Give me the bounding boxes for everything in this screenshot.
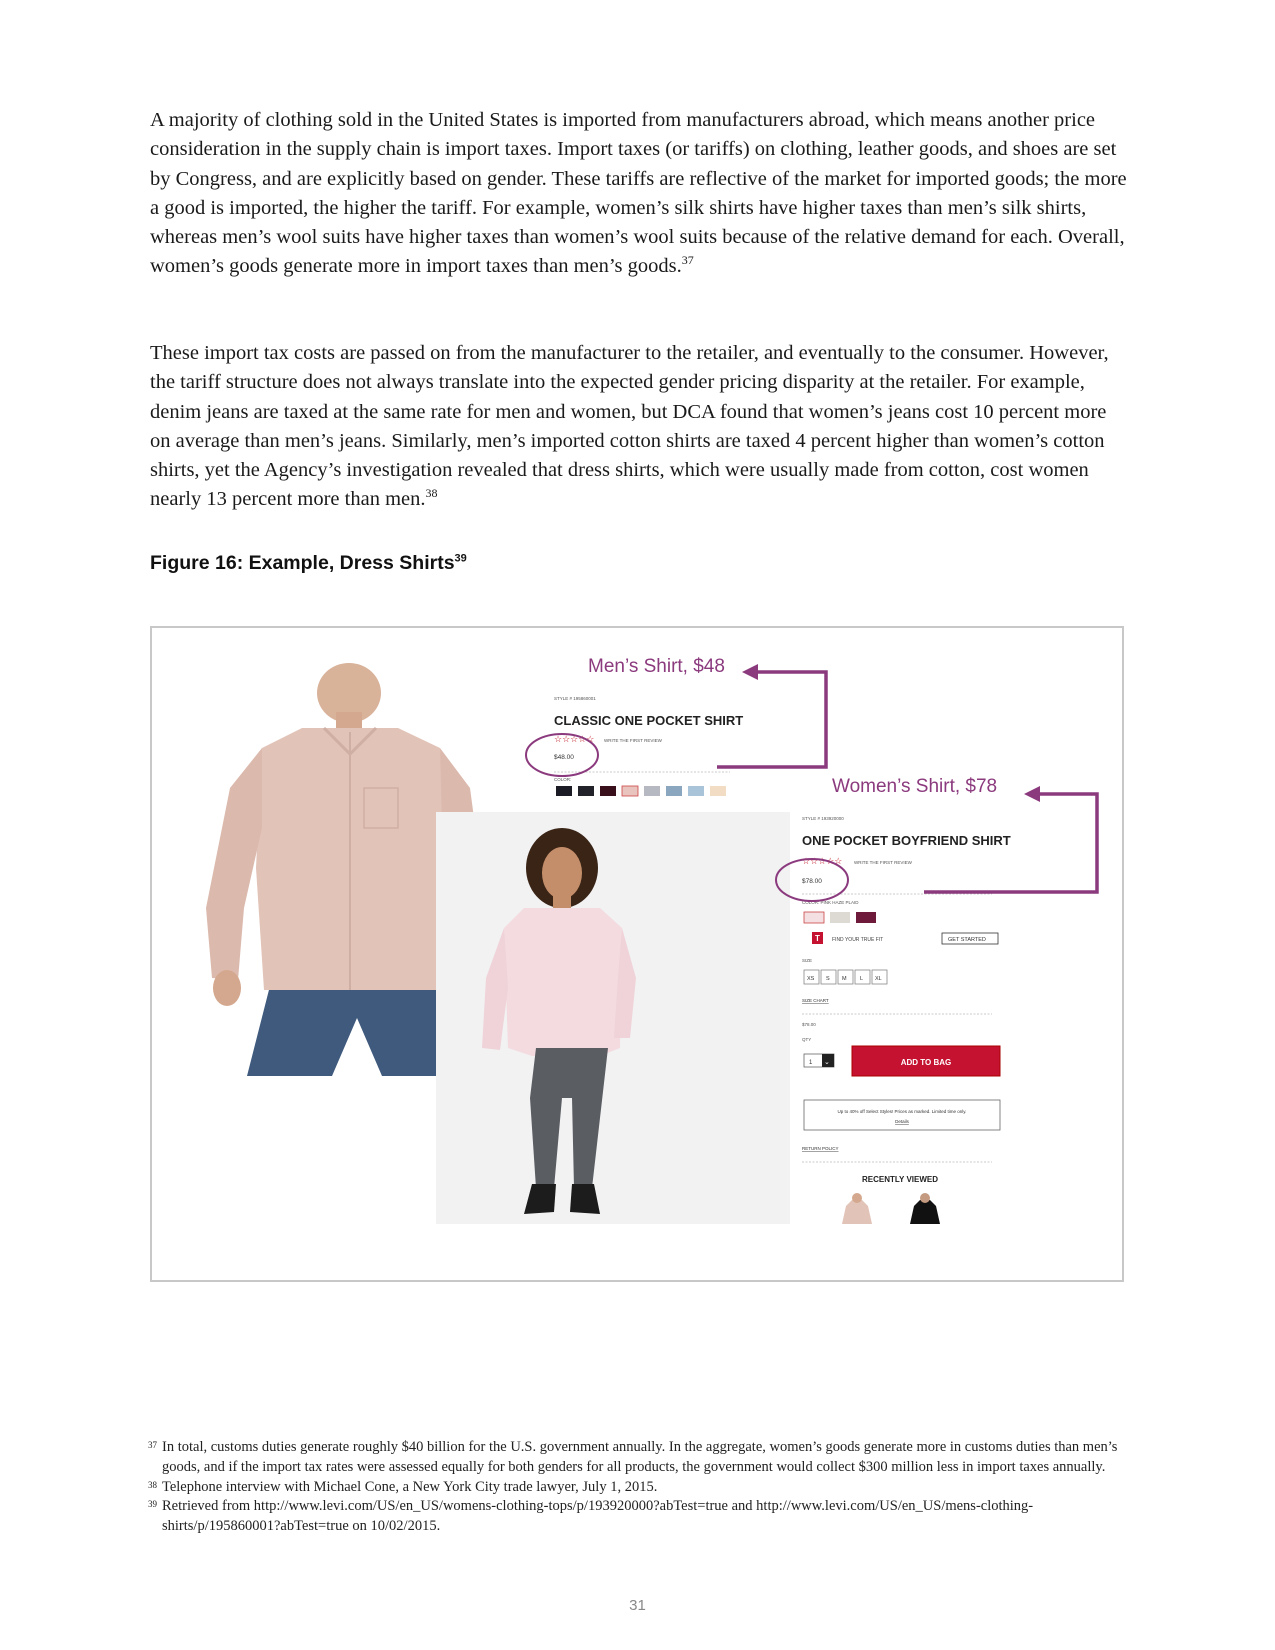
figure-dress-shirts [150,626,1124,1282]
promo-text: Up to 40% off Select Styles! Prices as marked. Limited time only. [837,1109,967,1114]
size-option[interactable]: M [842,976,847,982]
mens-callout-text: Men’s Shirt, $48 [588,656,725,677]
womens-product-panel [776,816,1011,1224]
footnote-38 [148,1478,1128,1498]
paragraph-import-taxes [150,106,1130,282]
footnote-text: Retrieved from http://www.levi.com/US/en_US/womens-clothing-tops/p/193920000?abTest=true and http://www.levi.com/US/en_US/mens-clothing-shirts/p/195860001?abTest=true on 10/02/2015. [162,1498,1034,1535]
promo-details-link[interactable]: Details [895,1119,909,1124]
size-label: SIZE [802,958,813,963]
recently-viewed-heading: RECENTLY VIEWED [861,1175,939,1184]
womens-model-photo [436,812,790,1224]
size-chart-link[interactable]: SIZE CHART [802,998,829,1003]
promo-box [804,1100,1000,1130]
footnote-ref: 39 [454,552,467,565]
size-option[interactable]: XL [875,976,882,982]
figure-title [150,552,467,575]
figure-illustration [152,628,1122,1280]
womens-price-small: $78.00 [802,1022,816,1027]
mens-product-name: CLASSIC ONE POCKET SHIRT [554,713,744,728]
size-selector[interactable] [804,970,887,984]
svg-text:T: T [815,934,820,943]
footnote-text: In total, customs duties generate roughly $40 billion for the U.S. government annually. In the aggregate, women’s goods generate more in customs duties than men’s goods, and if the import tax rates were assessed equally for both genders for all products, the government would collect $300 million less in import taxes annually. [162,1439,1118,1475]
get-started-label: GET STARTED [948,937,986,943]
arrow-head-icon [1024,786,1040,802]
qty-select[interactable] [804,1054,834,1067]
figure-title-text: Figure 16: Example, Dress Shirts [150,552,455,574]
footnotes [148,1438,1128,1537]
footnote-39 [148,1497,1128,1537]
paragraph-tariff-structure [150,339,1130,515]
womens-price: $78.00 [802,878,822,885]
mens-color-swatches[interactable] [556,786,726,796]
arrow-head-icon [742,664,758,680]
size-option[interactable]: S [826,976,830,982]
womens-color-label: COLOR: PINK HAZE PLAID [802,900,859,905]
size-option[interactable]: XS [807,976,815,982]
womens-product-name: ONE POCKET BOYFRIEND SHIRT [802,833,1011,848]
footnote-number: 38 [148,1479,157,1490]
womens-style-number: STYLE # 193920000 [802,816,844,821]
footnote-ref: 37 [681,253,694,268]
size-option[interactable]: L [860,976,864,982]
recently-viewed-thumbnails[interactable] [842,1193,940,1224]
mens-price: $48.00 [554,754,574,761]
footnote-number: 37 [148,1440,157,1450]
mens-style-number: STYLE # 195860001 [554,696,596,701]
mens-review-link[interactable]: WRITE THE FIRST REVIEW [604,738,662,743]
true-fit-text: FIND YOUR TRUE FIT [832,937,884,943]
footnote-number: 39 [148,1499,157,1510]
mens-color-label: COLOR: [554,777,572,782]
womens-review-link[interactable]: WRITE THE FIRST REVIEW [854,860,912,865]
chevron-down-icon: ⌄ [824,1059,830,1066]
paragraph-text: These import tax costs are passed on from the manufacturer to the retailer, and eventually to the consumer. However, the tariff structure does not always translate into the expected gender pricing disparity at the retailer. For example, denim jeans are taxed at the same rate for men and women, but DCA found that women’s jeans cost 10 percent more on average than men’s jeans. Similarly, men’s imported cotton shirts are taxed 4 percent higher than women’s cotton shirts, yet the Agency’s investigation revealed that dress shirts, which were usually made from cotton, cost women nearly 13 percent more than men. [150,342,1109,511]
womens-color-swatches[interactable] [804,912,876,923]
mens-callout [588,656,826,767]
paragraph-text: A majority of clothing sold in the United States is imported from manufacturers abroad, which means another price consideration in the supply chain is import taxes. Import taxes (or tariffs) on clothing, leather goods, and shoes are set by Congress, and are explicitly based on gender. These tariffs are reflective of the market for imported goods; the more a good is imported, the higher the tariff. For example, women’s silk shirts have higher taxes than men’s silk shirts, whereas men’s wool suits have higher taxes than women’s wool suits because of the relative demand for each. Overall, women’s goods generate more in import taxes than men’s goods. [150,109,1127,278]
add-to-bag-label: ADD TO BAG [900,1058,952,1067]
womens-callout-text: Women’s Shirt, $78 [832,776,998,797]
page-number: 31 [629,1597,646,1614]
footnote-ref: 38 [425,486,438,501]
qty-label: QTY [802,1037,812,1042]
return-policy-link[interactable]: RETURN POLICY [802,1146,839,1151]
footnote-37 [148,1438,1128,1478]
qty-value: 1 [809,1060,813,1066]
svg-text:☆☆☆☆☆: ☆☆☆☆☆ [554,734,595,744]
footnote-text: Telephone interview with Michael Cone, a New York City trade lawyer, July 1, 2015. [162,1478,658,1495]
womens-rating-stars: ☆☆☆☆☆ [802,856,843,866]
